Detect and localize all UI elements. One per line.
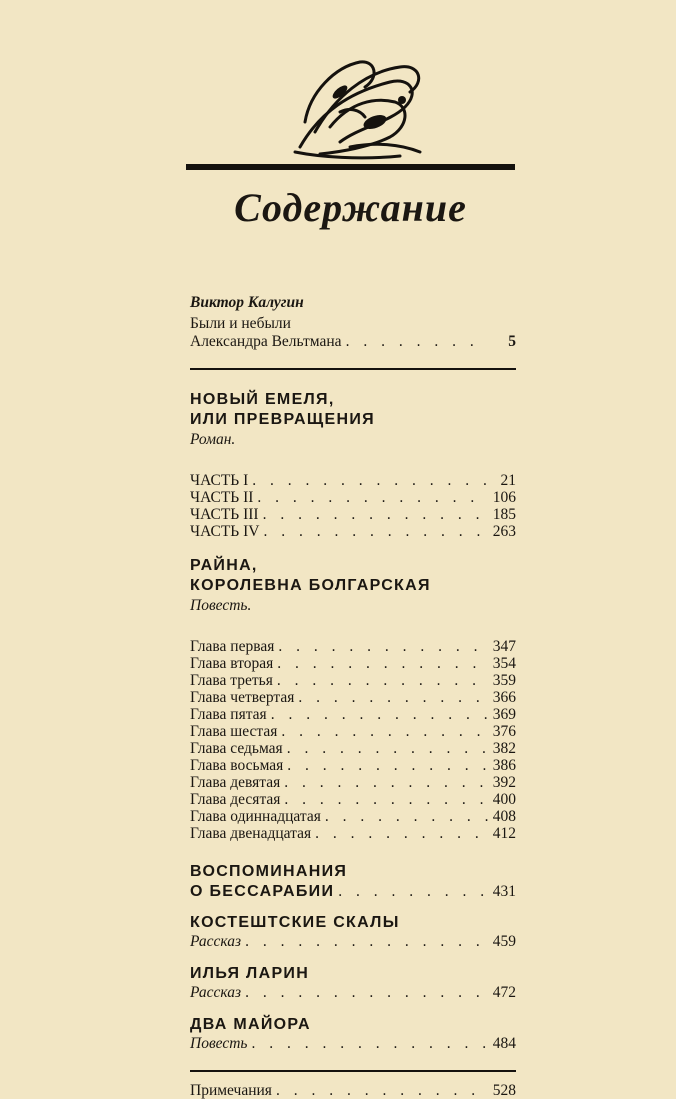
raina-chapters xyxy=(190,638,516,842)
memoirs-entry xyxy=(190,882,516,899)
memoirs-page: 431 xyxy=(492,883,516,900)
list-item: Глава седьмая . . . 382 xyxy=(190,740,516,757)
kosteshty-heading: КОСТЕШТСКИЕ СКАЛЫ xyxy=(190,914,400,931)
intro-entry xyxy=(190,333,516,350)
list-item: Глава одиннадцатая . . . 408 xyxy=(190,808,516,825)
intro-line2: Александра Вельтмана xyxy=(190,333,342,350)
memoirs-heading-1: ВОСПОМИНАНИЯ xyxy=(190,863,348,880)
novel-heading-2: ИЛИ ПРЕВРАЩЕНИЯ xyxy=(190,411,375,428)
majors-heading: ДВА МАЙОРА xyxy=(190,1016,311,1033)
notes-entry xyxy=(190,1082,516,1099)
larin-entry xyxy=(190,984,516,1001)
list-item: ЧАСТЬ IV . . . 263 xyxy=(190,523,516,540)
list-item: Глава восьмая . . . 386 xyxy=(190,757,516,774)
list-item: ЧАСТЬ III . . . 185 xyxy=(190,506,516,523)
novel-parts xyxy=(190,472,516,540)
page-title: Содержание xyxy=(234,185,467,230)
larin-genre: Рассказ xyxy=(190,984,242,1001)
list-item: Глава вторая . . . 354 xyxy=(190,655,516,672)
novel-genre: Роман. xyxy=(190,431,236,448)
top-rule xyxy=(186,164,515,170)
list-item: Глава десятая . . . 400 xyxy=(190,791,516,808)
majors-page: 484 xyxy=(492,1035,516,1052)
novel-heading-1: НОВЫЙ ЕМЕЛЯ, xyxy=(190,391,335,408)
kosteshty-entry xyxy=(190,933,516,950)
list-item: ЧАСТЬ I . . . 21 xyxy=(190,472,516,489)
intro-page: 5 xyxy=(508,333,516,350)
list-item: Глава пятая . . . 369 xyxy=(190,706,516,723)
list-item: Глава девятая . . . 392 xyxy=(190,774,516,791)
list-item: Глава третья . . . 359 xyxy=(190,672,516,689)
list-item: ЧАСТЬ II . . . 106 xyxy=(190,489,516,506)
floral-ornament-icon xyxy=(280,52,430,162)
table-of-contents xyxy=(190,292,516,1099)
intro-author: Виктор Калугин xyxy=(190,294,304,311)
list-item: Глава первая . . . 347 xyxy=(190,638,516,655)
list-item: Глава четвертая . . . 366 xyxy=(190,689,516,706)
kosteshty-genre: Рассказ xyxy=(190,933,242,950)
notes-label: Примечания xyxy=(190,1082,272,1099)
kosteshty-page: 459 xyxy=(492,933,516,950)
memoirs-heading-2: О БЕССАРАБИИ xyxy=(190,883,335,900)
larin-page: 472 xyxy=(492,984,516,1001)
intro-line1: Были и небыли xyxy=(190,315,291,332)
raina-heading-1: РАЙНА, xyxy=(190,557,258,574)
majors-entry xyxy=(190,1035,516,1052)
majors-genre: Повесть xyxy=(190,1035,248,1052)
notes-page: 528 xyxy=(492,1082,516,1099)
larin-heading: ИЛЬЯ ЛАРИН xyxy=(190,965,310,982)
raina-heading-2: КОРОЛЕВНА БОЛГАРСКАЯ xyxy=(190,577,431,594)
list-item: Глава двенадцатая . . . 412 xyxy=(190,825,516,842)
raina-genre: Повесть. xyxy=(190,597,252,614)
list-item: Глава шестая . . . 376 xyxy=(190,723,516,740)
